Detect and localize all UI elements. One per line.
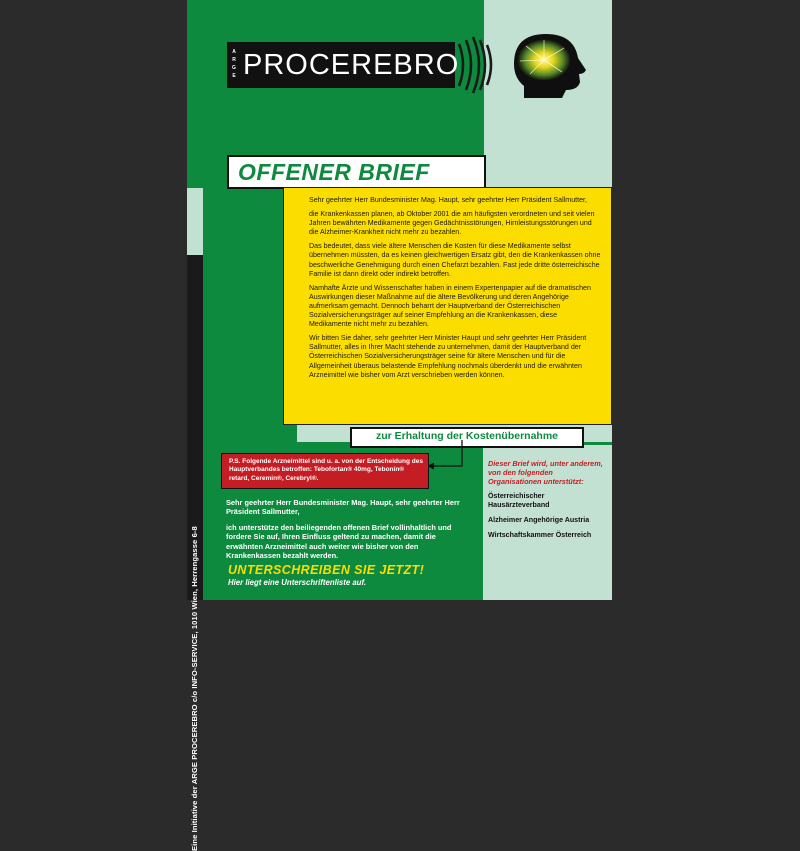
letter-body [309,196,601,385]
petition-salutation: Sehr geehrter Herr Bundesminister Mag. Haupt, sehr geehrter Herr Präsident Sallmutter, [226,498,460,517]
logo [227,42,460,88]
supporters-heading: Dieser Brief wird, unter anderem, von den folgenden Organisationen unterstützt: [488,459,603,486]
logo-prefix [231,48,237,80]
page-title: OFFENER BRIEF [238,159,430,185]
brain-head-icon [500,28,610,98]
poster-page [187,0,612,851]
ps-text: P.S. Folgende Arzneimittel sind u. a. von der Entscheidung des Hauptverbandes betroffen: Tebofortan® 40mg, Tebonin® retard, Ceremin®, Cerebryl®. [229,458,423,482]
supporter-item: Österreichischer Hausärzteverband [488,492,550,509]
title-box [227,155,486,189]
banner [350,427,584,448]
letter-box [283,187,612,425]
signal-arcs-icon [455,36,499,94]
petition-body: ich unterstütze den beiliegenden offenen Brief vollinhaltlich und fordere Sie auf, Ihren Einfluss geltend zu machen, damit die erwähnten Arzneimittel auch weiter wie bisher von den Krankenkassen bezahlt werden. [226,522,452,561]
connector-arrow-icon [426,440,466,470]
ps-box [221,453,429,489]
supporter-item: Alzheimer Angehörige Austria [488,516,590,524]
banner-text: zur Erhaltung der Kostenübernahme [375,430,559,442]
supporters [488,459,606,546]
cta-headline: UNTERSCHREIBEN SIE JETZT! [228,563,425,577]
side-strip [187,255,203,851]
petition-text [226,498,471,566]
supporter-item: Wirtschaftskammer Österreich [488,531,592,539]
side-text: Eine Initiative der ARGE PROCEREBRO c/o INFO-SERVICE, 1010 Wien, Herrengasse 6-8 [190,526,199,851]
letter-paragraph: Namhafte Ärzte und Wissenschafter haben in einem Expertenpapier auf die dramatischen Auswirkungen dieser Maßnahme auf die ältere Bevölkerung und deren Angehörige aufmerksam gemacht. Dennoch beharrt der Hauptverband der Österreichischen Sozialversicherungsträger auf seiner Empfehlung an die Krankenkassen, diese Medikamente nicht mehr zu bezahlen. [309,283,591,329]
letter-paragraph: Das bedeutet, dass viele ältere Menschen die Kosten für diese Medikamente selbst übernehmen müssten, da es keinen gleichwertigen Ersatz gibt, den die Krankenkassen ohne beschwerliche Genehmigung durch einen Chefarzt bezahlen. Fast jede dritte österreichische Familie ist dann direkt oder indirekt betroffen. [309,242,601,278]
logo-prefix-text: ARGE [232,49,236,79]
letter-salutation: Sehr geehrter Herr Bundesminister Mag. Haupt, sehr geehrter Herr Präsident Sallmutter, [309,196,587,204]
cta-sub: Hier liegt eine Unterschriftenliste auf. [228,578,367,587]
letter-paragraph: Wir bitten Sie daher, sehr geehrter Herr Minister Haupt und sehr geehrter Herr Präsident Sallmutter, alles in Ihrer Macht stehende zu unternehmen, damit der Hauptverband der Österreichischen Sozialversicherungsträger seine für ältere Menschen und für die Allgemeinheit überaus belastende Empfehlung nochmals überdenkt und die erwähnten Arzneimittel wie bisher vom Arzt verschrieben werden können. [309,334,587,379]
letter-paragraph: die Krankenkassen planen, ab Oktober 2001 die am häufigsten verordneten und seit vielen Jahren bewährten Medikamente gegen Gedächtnisstörungen, Hirnleistungsstörungen und die Alzheimer-Krankheit nicht mehr zu bezahlen. [309,210,595,237]
logo-name: PROCEREBRO [243,49,460,81]
